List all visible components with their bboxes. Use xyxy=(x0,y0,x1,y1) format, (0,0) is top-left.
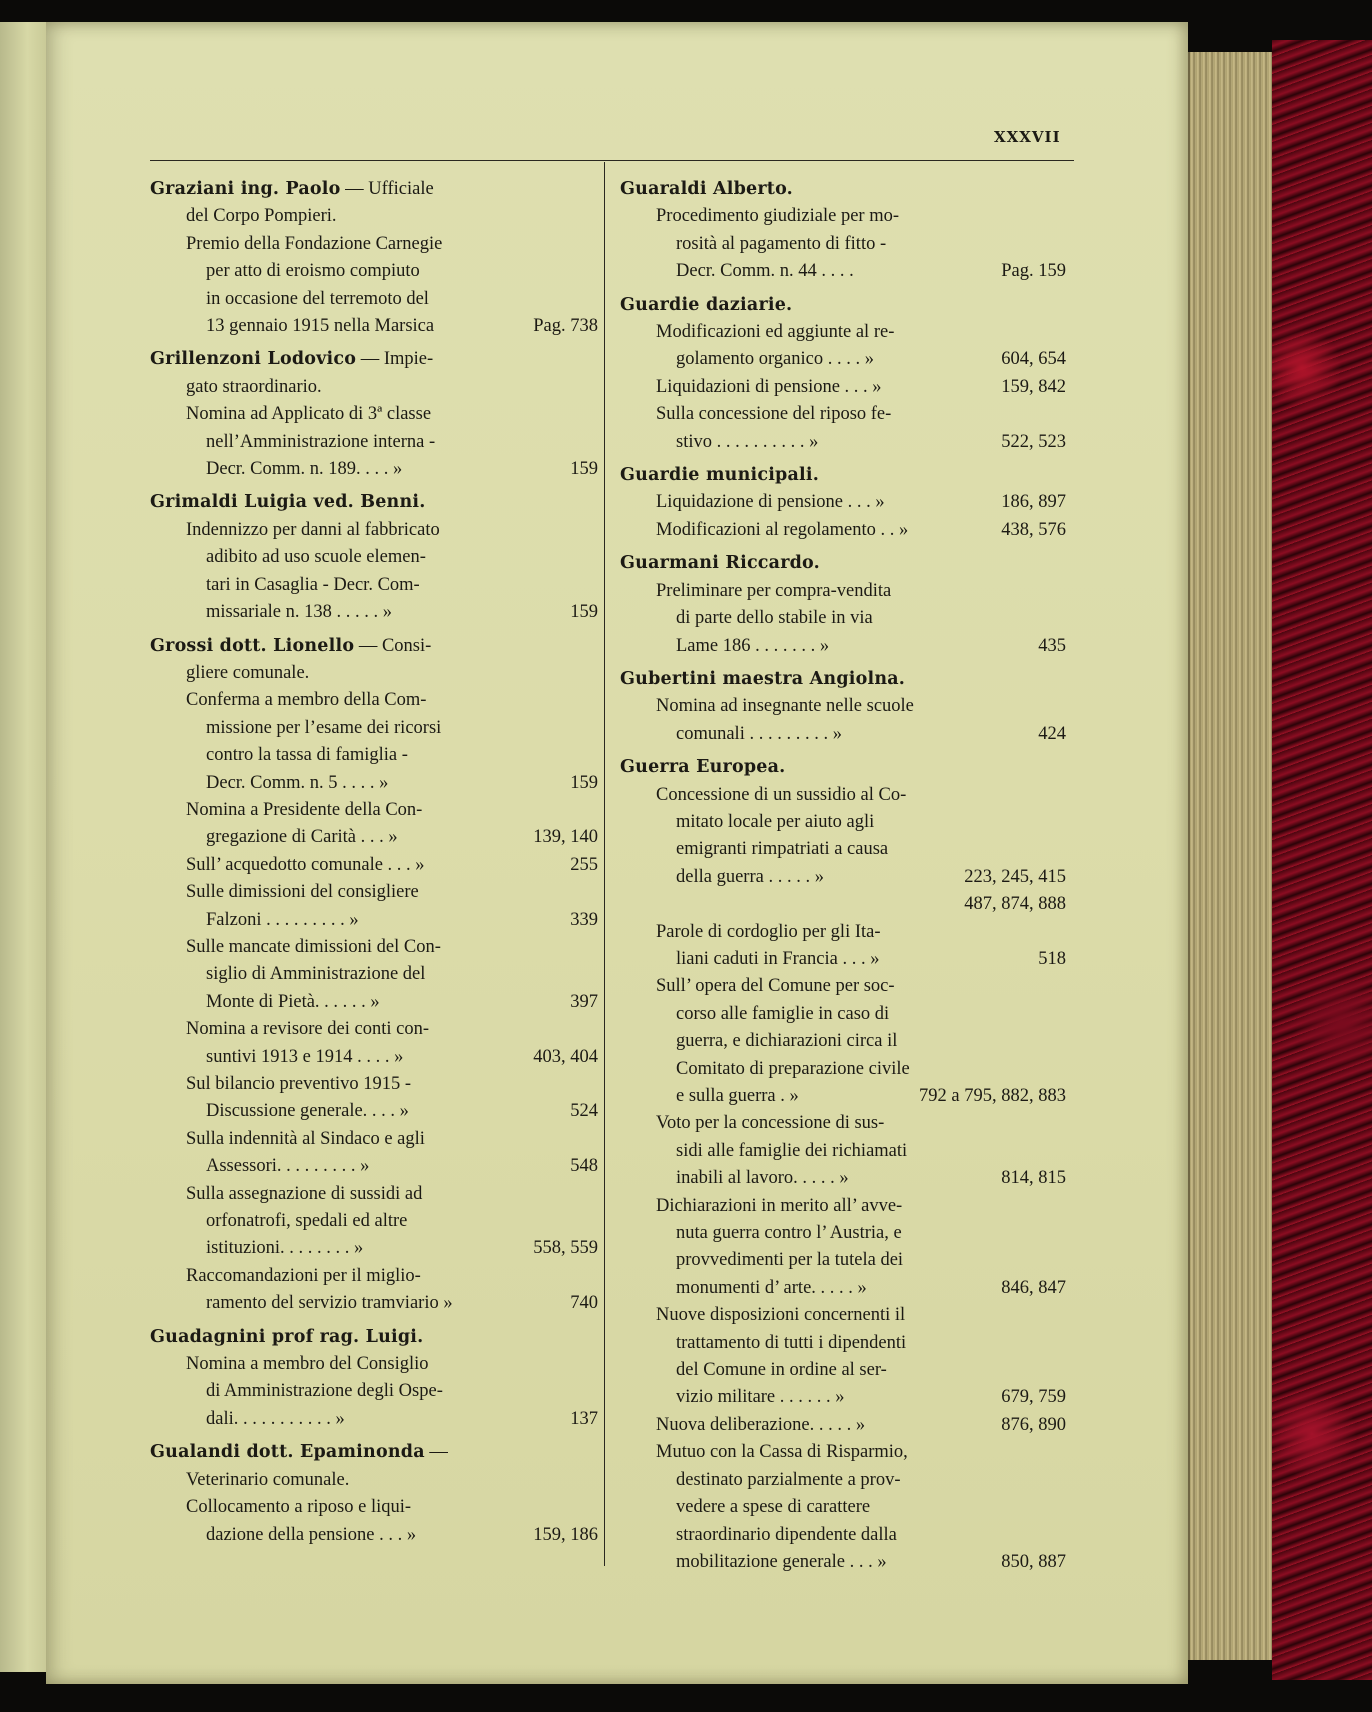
index-entry: Guadagnini prof rag. Luigi. Nomina a membro del Consiglio di Amministrazione degli Ospe- dali. . . . . . . . . . . » 137 xyxy=(150,1324,598,1434)
entry-name: Graziani ing. Paolo xyxy=(150,179,341,199)
index-entry: Grossi dott. Lionello — Consi- gliere comunale. Conferma a membro della Com- missione per l’esame dei ricorsi contro la tassa di famiglia - Decr. Comm. n. 5 . . . . » 159 Nomina a Presidente della Con- gregazione di Carità . . . » 139, 140 Sull’ acquedotto comunale . . . » 255 Sulle dimissioni del consigliere Falzoni . . . . . . . . . » 339 Sulle mancate dimissioni del Con- siglio di Amministrazione del Monte di Pietà. . . . . . » 397 Nomina a revisore dei conti con- suntivi 1913 e 1914 . . . . » 403, 404 Sul bilancio preventivo 1915 - Discussione generale. . . . » 524 Sulla indennità al Sindaco e agli Assessori. . . . . . . . . » 548 Sulla assegnazione di sussidi ad orfonatrofi, spedali ed altre istituzioni. . . . . . . . » 558, 559 Raccomandazioni per il miglio- ramento del servizio tramviario » 740 xyxy=(150,633,598,1318)
index-entry: Guardie municipali. Liquidazione di pensione . . . » 186, 897 Modificazioni al regolamento . . » 438, 576 xyxy=(620,462,1066,544)
page-ref: 740 xyxy=(570,1293,598,1314)
entry-name: Guardie daziarie. xyxy=(620,294,793,315)
page-ref: 846, 847 xyxy=(1001,1277,1066,1298)
index-entry: Grimaldi Luigia ved. Benni. Indennizzo per danni al fabbricato adibito ad uso scuole elemen- tari in Casaglia - Decr. Com- missariale n. 138 . . . . . » 159 xyxy=(150,489,598,626)
entry-name: Guaraldi Alberto. xyxy=(620,179,793,199)
page-ref: 159 xyxy=(570,459,598,480)
page-ref: 850, 887 xyxy=(1001,1551,1066,1572)
page-ref: 186, 897 xyxy=(1001,492,1066,513)
page-number: XXXVII xyxy=(994,128,1061,146)
page-ref: 403, 404 xyxy=(533,1046,598,1067)
page-ref: 223, 245, 415 xyxy=(964,866,1066,887)
entry-name: Grossi dott. Lionello xyxy=(150,635,355,656)
index-entry: Grillenzoni Lodovico — Impie- gato straordinario. Nomina ad Applicato di 3ª classe nell’Amministrazione interna - Decr. Comm. n. 189. . . . » 159 xyxy=(150,346,598,483)
page-ref: 159 xyxy=(570,772,598,793)
page-ref: Pag. 159 xyxy=(1001,261,1066,282)
index-entry: Guarmani Riccardo. Preliminare per compra-vendita di parte dello stabile in via Lame 186 . . . . . . . » 435 xyxy=(620,550,1066,660)
index-entry: Gualandi dott. Epaminonda — Veterinario comunale. Collocamento a riposo e liqui- dazione della pensione . . . » 159, 186 xyxy=(150,1439,598,1549)
page-ref: Pag. 738 xyxy=(533,316,598,337)
entry-name: Grimaldi Luigia ved. Benni. xyxy=(150,492,426,513)
book-page-edges xyxy=(1188,52,1274,1660)
page-ref: 548 xyxy=(570,1156,598,1177)
page-ref: 518 xyxy=(1038,948,1066,969)
previous-page-edge xyxy=(0,22,48,1672)
entry-name: Gubertini maestra Angiolna. xyxy=(620,668,906,689)
index-entry: Guerra Europea. Concessione di un sussidio al Co- mitato locale per aiuto agli emigranti rimpatriati a causa della guerra . . . . . » 223, 245, 415 487, 874, 888 Parole di cordoglio per gli Ita- liani caduti in Francia . . . » 518 Sull’ opera del Comune per soc- corso alle famiglie in caso di guerra, e dichiarazioni circa il Comitato di preparazione civile e sulla guerra . » 792 a 795, 882, 883 Voto per la concessione di sus- sidi alle famiglie dei richiamati inabili al lavoro. . . . . » 814, 815 Dichiarazioni in merito all’ avve- nuta guerra contro l’ Austria, e provvedimenti per la tutela dei monumenti d’ arte. . . . . » 846, 847 Nuove disposizioni concernenti il trattamento di tutti i dipendenti del Comune in ordine al ser- vizio militare . . . . . . » 679, 759 Nuova deliberazione. . . . . » 876, 890 Mutuo con la Cassa di Risparmio, destinato parzialmente a prov- vedere a spese di carattere straordinario dipendente dalla mobilitazione generale . . . » 850, 887 xyxy=(620,754,1066,1576)
page-ref: 558, 559 xyxy=(533,1238,598,1259)
entry-name: Guardie municipali. xyxy=(620,465,820,486)
page-ref: 159 xyxy=(570,602,598,623)
column-divider xyxy=(604,162,605,1566)
page-ref: 876, 890 xyxy=(1001,1414,1066,1435)
entry-name: Gualandi dott. Epaminonda xyxy=(150,1442,425,1463)
page-ref: 604, 654 xyxy=(1001,349,1066,370)
page-ref: 159, 842 xyxy=(1001,376,1066,397)
page-ref: 255 xyxy=(570,854,598,875)
index-entry: Guardie daziarie. Modificazioni ed aggiunte al re- golamento organico . . . . » 604, 654 Liquidazioni di pensione . . . » 159, 842 Sulla concessione del riposo fe- stivo . . . . . . . . . . » 522, 523 xyxy=(620,292,1066,456)
index-column-right xyxy=(620,176,1066,1582)
page-ref: 679, 759 xyxy=(1001,1387,1066,1408)
index-entry: Graziani ing. Paolo — Ufficiale del Corpo Pompieri. Premio della Fondazione Carnegie per atto di eroismo compiuto in occasione del terremoto del 13 gennaio 1915 nella Marsica Pag. 738 xyxy=(150,176,598,340)
entry-name: Guerra Europea. xyxy=(620,757,786,778)
index-entry: Gubertini maestra Angiolna. Nomina ad insegnante nelle scuole comunali . . . . . . . . . » 424 xyxy=(620,666,1066,748)
page-ref: 339 xyxy=(570,909,598,930)
index-entry: Guaraldi Alberto. Procedimento giudiziale per mo- rosità al pagamento di fitto - Decr. Comm. n. 44 . . . . Pag. 159 xyxy=(620,176,1066,286)
page-ref: 139, 140 xyxy=(533,827,598,848)
index-column-left xyxy=(150,176,598,1555)
page-ref: 159, 186 xyxy=(533,1524,598,1545)
page-ref: 792 a 795, 882, 883 xyxy=(919,1086,1066,1106)
entry-name: Grillenzoni Lodovico xyxy=(150,349,357,370)
page-ref: 522, 523 xyxy=(1001,431,1066,452)
page-ref: 137 xyxy=(570,1408,598,1429)
entry-name: Guarmani Riccardo. xyxy=(620,553,820,574)
page-ref: 524 xyxy=(570,1101,598,1122)
page-ref: 397 xyxy=(570,991,598,1012)
page-ref: 424 xyxy=(1038,723,1066,744)
book-cover xyxy=(1272,40,1372,1680)
page-ref: 487, 874, 888 xyxy=(964,894,1066,915)
page-ref: 435 xyxy=(1038,635,1066,656)
page-ref: 814, 815 xyxy=(1001,1168,1066,1189)
header-rule xyxy=(150,160,1074,161)
entry-name: Guadagnini prof rag. Luigi. xyxy=(150,1326,424,1347)
page-ref: 438, 576 xyxy=(1001,519,1066,540)
